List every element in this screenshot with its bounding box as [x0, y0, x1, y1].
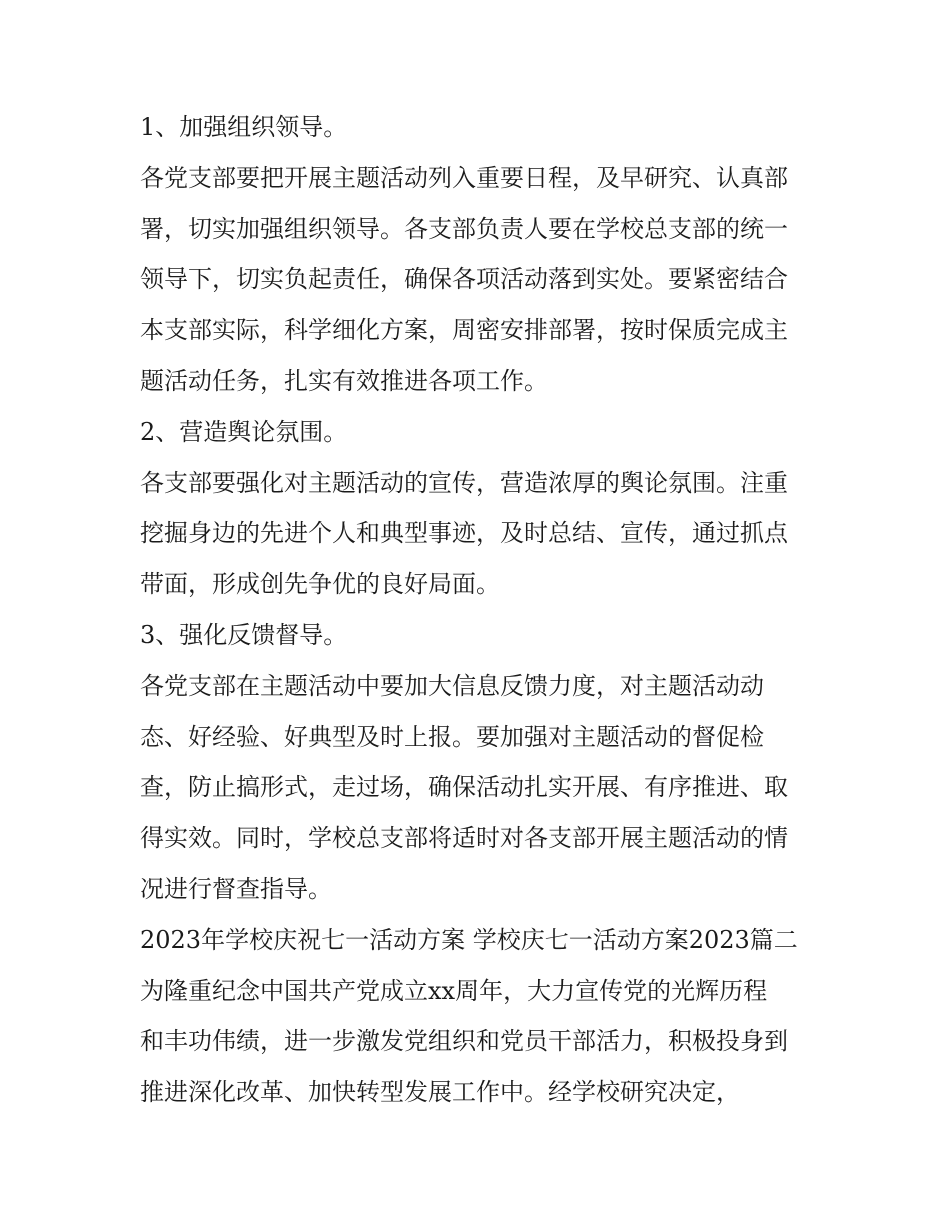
paragraph-line: 查，防止搞形式，走过场，确保活动扎实开展、有序推进、取: [140, 773, 788, 802]
heading-3: 3、强化反馈督导。: [140, 620, 348, 649]
paragraph-line: 为隆重纪念中国共产党成立xx周年，大力宣传党的光辉历程: [140, 976, 768, 1005]
paragraph-line: 各党支部在主题活动中要加大信息反馈力度，对主题活动动: [140, 671, 764, 700]
section-title-line: 2023年学校庆祝七一活动方案 学校庆七一活动方案2023篇二: [140, 925, 798, 954]
paragraph-line: 领导下，切实负起责任，确保各项活动落到实处。要紧密结合: [140, 265, 788, 294]
paragraph-line: 态、好经验、好典型及时上报。要加强对主题活动的督促检: [140, 722, 764, 751]
paragraph-line: 和丰功伟绩，进一步激发党组织和党员干部活力，积极投身到: [140, 1027, 788, 1056]
paragraph-line: 况进行督查指导。: [140, 874, 332, 903]
paragraph-line: 得实效。同时，学校总支部将适时对各支部开展主题活动的情: [140, 824, 788, 853]
paragraph-line: 推进深化改革、加快转型发展工作中。经学校研究决定，: [140, 1078, 740, 1107]
paragraph-line: 题活动任务，扎实有效推进各项工作。: [140, 366, 548, 395]
heading-1: 1、加强组织领导。: [140, 113, 348, 141]
document-body: [140, 102, 816, 1118]
paragraph-line: 各党支部要把开展主题活动列入重要日程，及早研究、认真部: [140, 163, 788, 192]
paragraph-line: 各支部要强化对主题活动的宣传，营造浓厚的舆论氛围。注重: [140, 468, 788, 497]
paragraph-line: 署，切实加强组织领导。各支部负责人要在学校总支部的统一: [140, 214, 788, 243]
paragraph-line: 本支部实际，科学细化方案，周密安排部署，按时保质完成主: [140, 316, 788, 345]
paragraph-line: 挖掘身边的先进个人和典型事迹，及时总结、宣传，通过抓点: [140, 519, 788, 548]
heading-2: 2、营造舆论氛围。: [140, 417, 348, 446]
paragraph-line: 带面，形成创先争优的良好局面。: [140, 570, 500, 599]
